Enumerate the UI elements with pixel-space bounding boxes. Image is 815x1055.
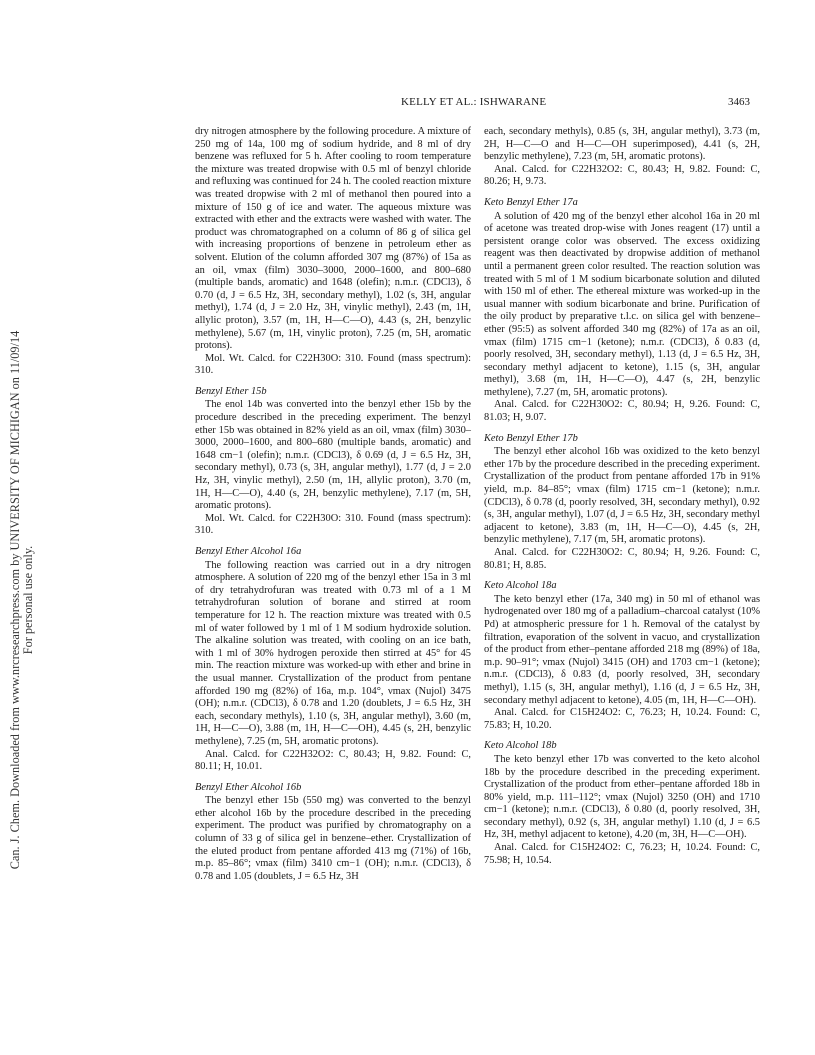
paragraph: Anal. Calcd. for C22H30O2: C, 80.94; H, 9.26. Found: C, 81.03; H, 9.07. [484,399,760,424]
section-heading: Keto Benzyl Ether 17b [484,432,578,444]
paragraph: The following reaction was carried out in a dry nitrogen atmosphere. A solution of 220 mg of the benzyl ether 15a in 3 ml of dry tetrahydrofuran was treated with 0.73 ml of a 1 M tetrahydrofuran solution of borane and stirred at room temperature for 12 h. The reaction mixture was treated with 0.5 ml of water followed by 1 ml of 1 M sodium hydroxide solution. The alkaline solution was treated, with cooling on an ice bath, with 1 ml of 30% hydrogen peroxide then stirred at 45° for 45 min. The reaction mixture was worked-up with ether and brine in the usual manner. Crystallization of the product from pentane afforded 190 mg (82%) of 16a, m.p. 104°, νmax (Nujol) 3475 (OH); n.m.r. (CDCl3), δ 0.78 and 1.20 (doublets, J = 6.5 Hz, 3H each, secondary methyls), 1.10 (s, 3H, angular methyl), 3.60 (m, 1H, H—C—O), 3.88 (m, 1H, H—C—OH), 4.45 (s, 2H, benzylic methylene), 7.25 (m, 5H, aromatic protons). [195,559,471,747]
section-heading: Benzyl Ether Alcohol 16a [195,546,302,557]
paragraph: The keto benzyl ether 17b was converted to the keto alcohol 18b by the procedure described in the preceding experiment. Crystallization of the product from ether–pentane afforded 18b in 80% yield, m.p. 111–112°; νmax (Nujol) 3250 (OH) and 1710 cm−1 (ketone); n.m.r. (CDCl3), δ 0.80 (d, poorly resolved, 3H, secondary methyl), 0.92 (s, 3H, angular methyl) 1.10 (d, J = 6.5 Hz, 3H, methyl adjacent to ketone), 4.20 (m, 3H, H—C—OH). [484,753,760,841]
paragraph: The keto benzyl ether (17a, 340 mg) in 50 ml of ethanol was hydrogenated over 180 mg of a palladium–charcoal catalyst (10% Pd) at atmospheric pressure for 1 h. Removal of the catalyst by filtration, evaporation of the solvent in vacuo, and crystallization of the product from ether–pentane afforded 218 mg (89%) of 18a, m.p. 90–91°; νmax (Nujol) 3415 (OH) and 1703 cm−1 (ketone); n.m.r. (CDCl3), δ 0.83 (d, poorly resolved, 3H, secondary methyl), 1.15 (s, 3H, angular methyl), 1.16 (d, J = 6.5 Hz, 3H, secondary methyl adjacent to ketone), 4.05 (m, 1H, H—C—OH). [484,593,760,706]
download-notice [9,331,35,870]
right-column [484,126,760,867]
section-heading: Benzyl Ether 15b [195,385,267,397]
section-heading: Keto Benzyl Ether 17a [484,196,578,208]
paragraph: dry nitrogen atmosphere by the following procedure. A mixture of 250 mg of 14a, 100 mg of sodium hydride, and 8 ml of dry benzene was refluxed for 5 h. After cooling to room temperature the mixture was treated dropwise with 0.5 ml of benzyl chloride and refluxing was continued for 24 h. The cooled reaction mixture was treated dropwise with 2 ml of methanol then poured into a mixture of 150 g of ice and water. The aqueous mixture was extracted with ether and the extracts were washed with water. The product was chromatographed on a column of 86 g of silica gel with increasing proportions of benzene in petroleum ether as solvent. Elution of the column afforded 307 mg (87%) of 15a as an oil, νmax (film) 3030–3000, 2000–1600, and 800–680 (multiple bands, aromatic) and 1648 (olefin); n.m.r. (CDCl3), δ 0.70 (d, J = 6.5 Hz, 3H, secondary methyl), 1.02 (s, 3H, angular methyl), 1.74 (d, J = 2.0 Hz, 3H, vinylic methyl), 2.43 (m, 1H, allylic proton), 3.57 (m, 1H, H—C—O), 4.43 (s, 2H, benzylic methylene), 5.67 (m, 1H, vinylic proton), 7.25 (m, 5H, aromatic protons). [195,126,471,352]
section-heading: Benzyl Ether Alcohol 16b [195,781,302,793]
paragraph: Mol. Wt. Calcd. for C22H30O: 310. Found (mass spectrum): 310. [195,512,471,537]
download-watermark [0,0,42,1055]
paragraph: The enol 14b was converted into the benzyl ether 15b by the procedure described in the preceding experiment. The benzyl ether 15b was obtained in 82% yield as an oil, νmax (film) 3030–3000, 2000–1600, and 800–680 (multiple bands, aromatic) and 1648 cm−1 (olefin); n.m.r. (CDCl3), δ 0.69 (d, J = 6.5 Hz, 3H, secondary methyl), 0.73 (s, 3H, angular methyl), 1.77 (d, J = 2.0 Hz, 3H, vinylic methyl), 2.50 (m, 1H, allylic proton), 3.70 (m, 1H, H—C—O), 4.40 (s, 2H, benzylic methylene), 7.17 (m, 5H, aromatic protons). [195,399,471,512]
left-column [195,126,471,883]
paragraph: Anal. Calcd. for C22H30O2: C, 80.94; H, 9.26. Found: C, 80.81; H, 8.85. [484,547,760,571]
page-number: 3463 [728,96,750,108]
section-heading: Keto Alcohol 18b [484,740,557,752]
paragraph: Anal. Calcd. for C22H32O2: C, 80.43; H, 9.82. Found: C, 80.26; H, 9.73. [484,163,760,188]
paragraph: The benzyl ether 15b (550 mg) was converted to the benzyl ether alcohol 16b by the procedure described in the preceding experiment. The product was purified by chromatography on a column of 33 g of silica gel in benzene–ether. Crystallization of the eluted product from pentane afforded 413 mg (71%) of 16b, m.p. 85–86°; νmax (film) 3410 cm−1 (OH); n.m.r. (CDCl3), δ 0.78 and 1.05 (doublets, J = 6.5 Hz, 3H [195,795,471,882]
paragraph: A solution of 420 mg of the benzyl ether alcohol 16a in 20 ml of acetone was treated drop-wise with Jones reagent (17) until a persistent orange color was observed. The excess oxidizing reagent was then deactivated by dropwise addition of methanol until a permanent green color resulted. The reaction solution was treated with 5 ml of 1 M sodium bicarbonate solution and diluted with 150 ml of ether. The ethereal mixture was worked-up in the usual manner with sodium bicarbonate and brine. Purification of the oily product by preparative t.l.c. on silica gel with benzene–ether (95:5) as solvent afforded 340 mg (82%) of 17a as an oil, νmax (film) 1715 cm−1 (ketone); n.m.r. (CDCl3), δ 0.83 (d, poorly resolved, 3H, secondary methyl), 1.13 (d, J = 6.5 Hz, 3H, secondary methyl adjacent to ketone), 1.15 (s, 3H, angular methyl), 3.68 (m, 1H, H—C—O), 4.47 (s, 2H, benzylic methylene), 7.27 (m, 5H, aromatic protons). [484,210,760,398]
paragraph: The benzyl ether alcohol 16b was oxidized to the keto benzyl ether 17b by the procedure described in the preceding experiment. Crystallization of the product from pentane afforded 17b in 91% yield, m.p. 84–85°; νmax (film) 1715 cm−1 (ketone); n.m.r. (CDCl3), δ 0.78 (d, poorly resolved, 3H, secondary methyl), 0.92 (s, 3H, angular methyl), 1.07 (d, J = 6.5 Hz, 3H, secondary methyl adjacent to ketone), 3.83 (m, 1H, H—C—O), 4.45 (s, 2H, benzylic methylene), 7.17 (m, 5H, aromatic protons). [484,446,760,546]
paragraph: Anal. Calcd. for C22H32O2: C, 80.43; H, 9.82. Found: C, 80.11; H, 10.01. [195,748,471,773]
paragraph: Anal. Calcd. for C15H24O2: C, 76.23; H, 10.24. Found: C, 75.83; H, 10.20. [484,707,760,731]
paragraph: Mol. Wt. Calcd. for C22H30O: 310. Found (mass spectrum): 310. [195,352,471,377]
paragraph: each, secondary methyls), 0.85 (s, 3H, angular methyl), 3.73 (m, 2H, H—C—O and H—C—OH superimposed), 4.41 (s, 2H, benzylic methylene), 7.23 (m, 5H, aromatic protons). [484,126,760,163]
download-notice-line2: For personal use only. [21,545,35,655]
paragraph: Anal. Calcd. for C15H24O2: C, 76.23; H, 10.24. Found: C, 75.98; H, 10.54. [484,842,760,866]
running-title: KELLY ET AL.: ISHWARANE [401,96,547,108]
download-notice-line1: Can. J. Chem. Downloaded from www.nrcresearchpress.com by UNIVERSITY OF MICHIGAN on 11/09/14 [8,330,22,870]
page-header [196,96,750,110]
section-heading: Keto Alcohol 18a [484,580,557,592]
